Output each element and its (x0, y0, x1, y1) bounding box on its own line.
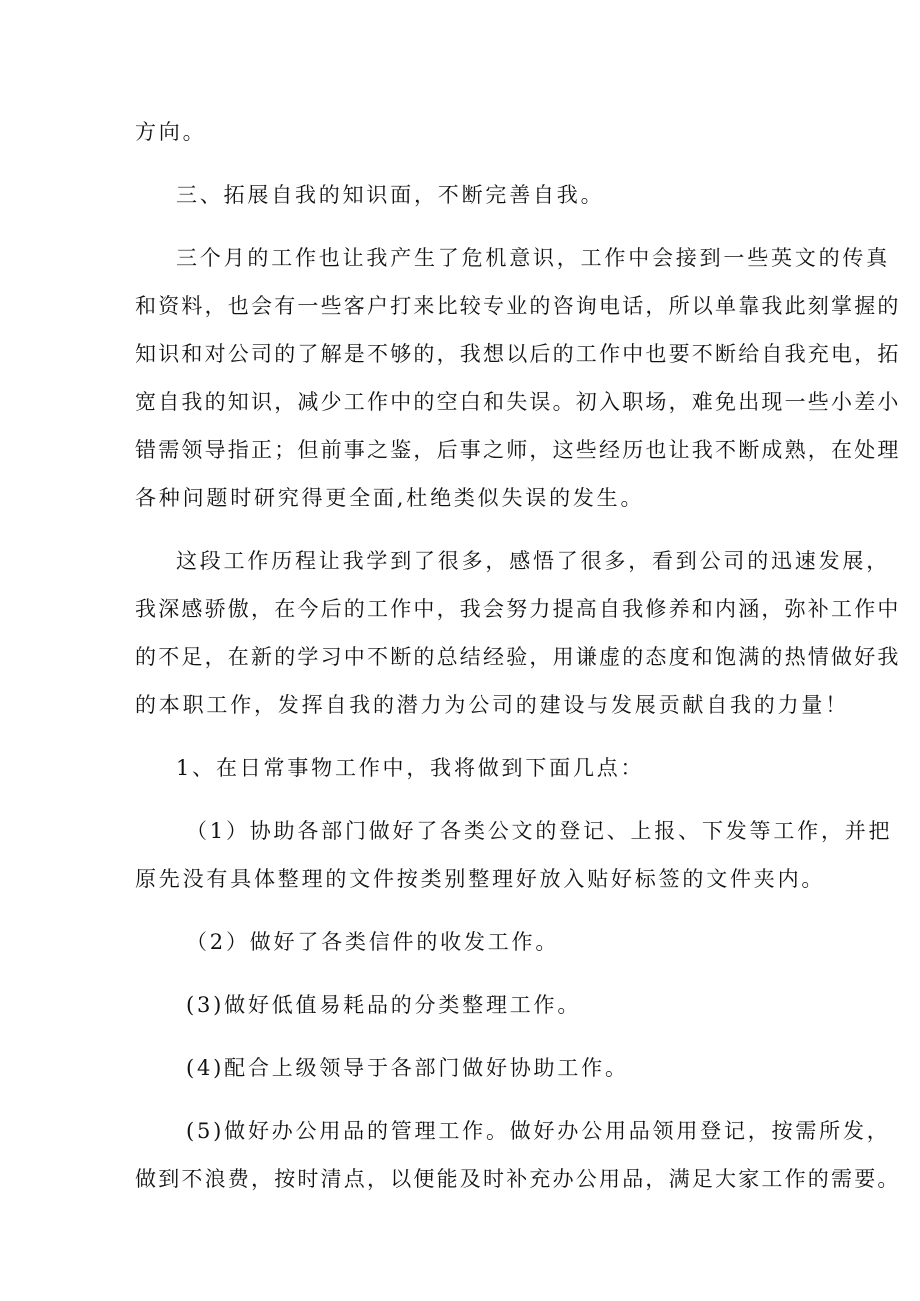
list-item-line: (3)做好低值易耗品的分类整理工作。 (186, 993, 582, 1017)
intro-tail-line: 方向。 (135, 120, 207, 144)
paragraph-line: 这段工作历程让我学到了很多，感悟了很多，看到公司的迅速发展， (176, 549, 890, 573)
paragraph-line: 三个月的工作也让我产生了危机意识，工作中会接到一些英文的传真 (176, 246, 890, 270)
list-item-line: (4)配合上级领导于各部门做好协助工作。 (186, 1056, 629, 1080)
paragraph-line: 各种问题时研究得更全面,杜绝类似失误的发生。 (135, 486, 645, 510)
list-item-line: (5)做好办公用品的管理工作。做好办公用品领用登记，按需所发， (186, 1119, 891, 1143)
paragraph-line: 的不足，在新的学习中不断的总结经验，用谦虚的态度和饱满的热情做好我 (135, 645, 901, 669)
list-heading: 1、在日常事物工作中，我将做到下面几点： (176, 756, 645, 780)
list-item-line: （1）协助各部门做好了各类公文的登记、上报、下发等工作，并把 (186, 819, 893, 843)
paragraph-line: 和资料，也会有一些客户打来比较专业的咨询电话，所以单靠我此刻掌握的 (135, 294, 901, 318)
paragraph-line: 宽自我的知识，减少工作中的空白和失误。初入职场，难免出现一些小差小 (135, 390, 901, 414)
paragraph-line: 我深感骄傲，在今后的工作中，我会努力提高自我修养和内涵，弥补工作中 (135, 597, 901, 621)
paragraph-line: 的本职工作，发挥自我的潜力为公司的建设与发展贡献自我的力量！ (135, 693, 849, 717)
paragraph-line: 知识和对公司的了解是不够的，我想以后的工作中也要不断给自我充电，拓 (135, 342, 901, 366)
list-item-line: （2）做好了各类信件的收发工作。 (186, 930, 560, 954)
list-item-line: 做到不浪费，按时清点，以便能及时补充办公用品，满足大家工作的需要。 (135, 1167, 901, 1191)
section-heading: 三、拓展自我的知识面，不断完善自我。 (176, 183, 605, 207)
list-item-line: 原先没有具体整理的文件按类别整理好放入贴好标签的文件夹内。 (135, 867, 826, 891)
paragraph-line: 错需领导指正；但前事之鉴，后事之师，这些经历也让我不断成熟，在处理 (135, 438, 901, 462)
